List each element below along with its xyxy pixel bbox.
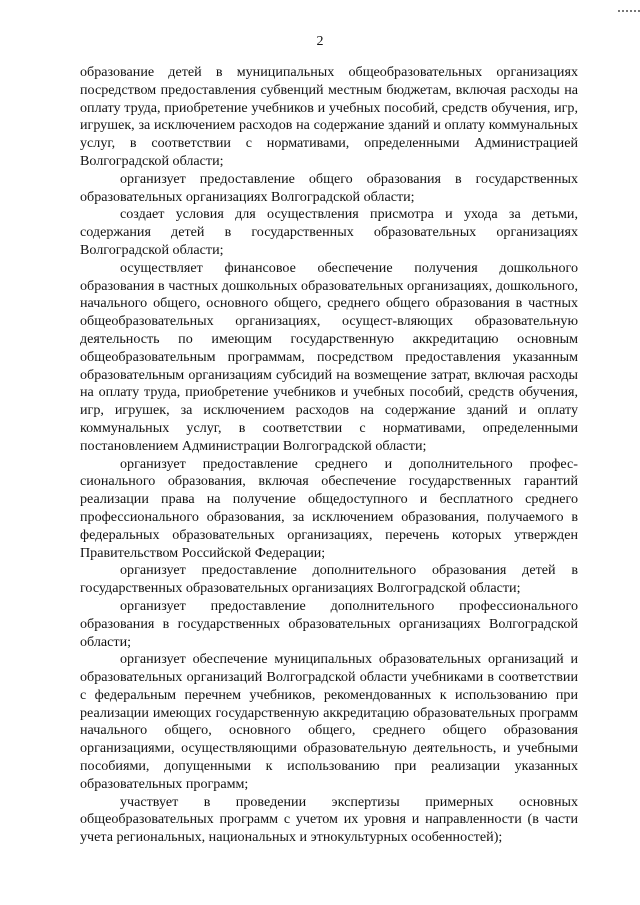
paragraph: осуществляет финансовое обеспечение получения дошкольного образования в частных дошкольных образовательных организациях, дошкольного, начального общего, основного общего, среднего общего образования в частных общеобразовательных организациях, осущест-вляющих образовательную деятельность по имеющим государственную аккредитацию основным общеобразовательным программам, посредством предоставления указанным образовательным организациям субсидий на возмещение затрат, включая расходы на оплату труда, приобретение учебников и учебных пособий, средств обучения, игр, игрушек, за исключением расходов на содержание зданий и оплату коммунальных услуг, в соответствии с нормативами, определенными постановлением Администрации Волгоградской области; xyxy=(80,259,578,454)
paragraph: организует предоставление дополнительного профессионального образования в государственных образовательных организациях Волгоградской области; xyxy=(80,597,578,650)
document-body xyxy=(80,64,578,847)
paragraph: организует предоставление дополнительного образования детей в государственных образовательных организациях Волгоградской области; xyxy=(80,562,578,597)
paragraph: создает условия для осуществления присмотра и ухода за детьми, содержания детей в государственных образовательных организациях Волгоградской области; xyxy=(80,206,578,258)
scan-corner-mark xyxy=(618,0,640,12)
paragraph: организует обеспечение муниципальных образовательных организаций и образовательных организаций Волгоградской области учебниками в соответствии с федеральным перечнем учебников, рекомендованных к использованию при реализации имеющих государственную аккредитацию образовательных программ начального общего, основного общего, среднего общего образования организациями, осуществляющими образовательную деятельность, и учебными пособиями, допущенными к использованию при реализации указанных образовательных программ; xyxy=(80,651,578,792)
page-number: 2 xyxy=(316,34,324,49)
paragraph-continuation: образование детей в муниципальных общеобразовательных организациях посредством предоставления субвенций местным бюджетам, включая расходы на оплату труда, приобретение учебников и учебных пособий, средств обучения, игр, игрушек, за исключением расходов на содержание зданий и оплату коммунальных услуг, в соответствии с нормативами, определенными Администрацией Волгоградской области; xyxy=(80,64,578,169)
paragraph: организует предоставление среднего и дополнительного профес-сионального образования, включая обеспечение государственных гарантий реализации права на получение общедоступного и бесплатного среднего профессионального образования, за исключением образования, получаемого в федеральных образовательных организациях, перечень которых утвержден Правительством Российской Федерации; xyxy=(80,455,578,561)
paragraph: участвует в проведении экспертизы примерных основных общеобразовательных программ с учетом их уровня и направленности (в части учета региональных, национальных и этнокультурных особенностей); xyxy=(80,793,578,846)
paragraph: организует предоставление общего образования в государственных образовательных организациях Волгоградской области; xyxy=(80,170,578,205)
